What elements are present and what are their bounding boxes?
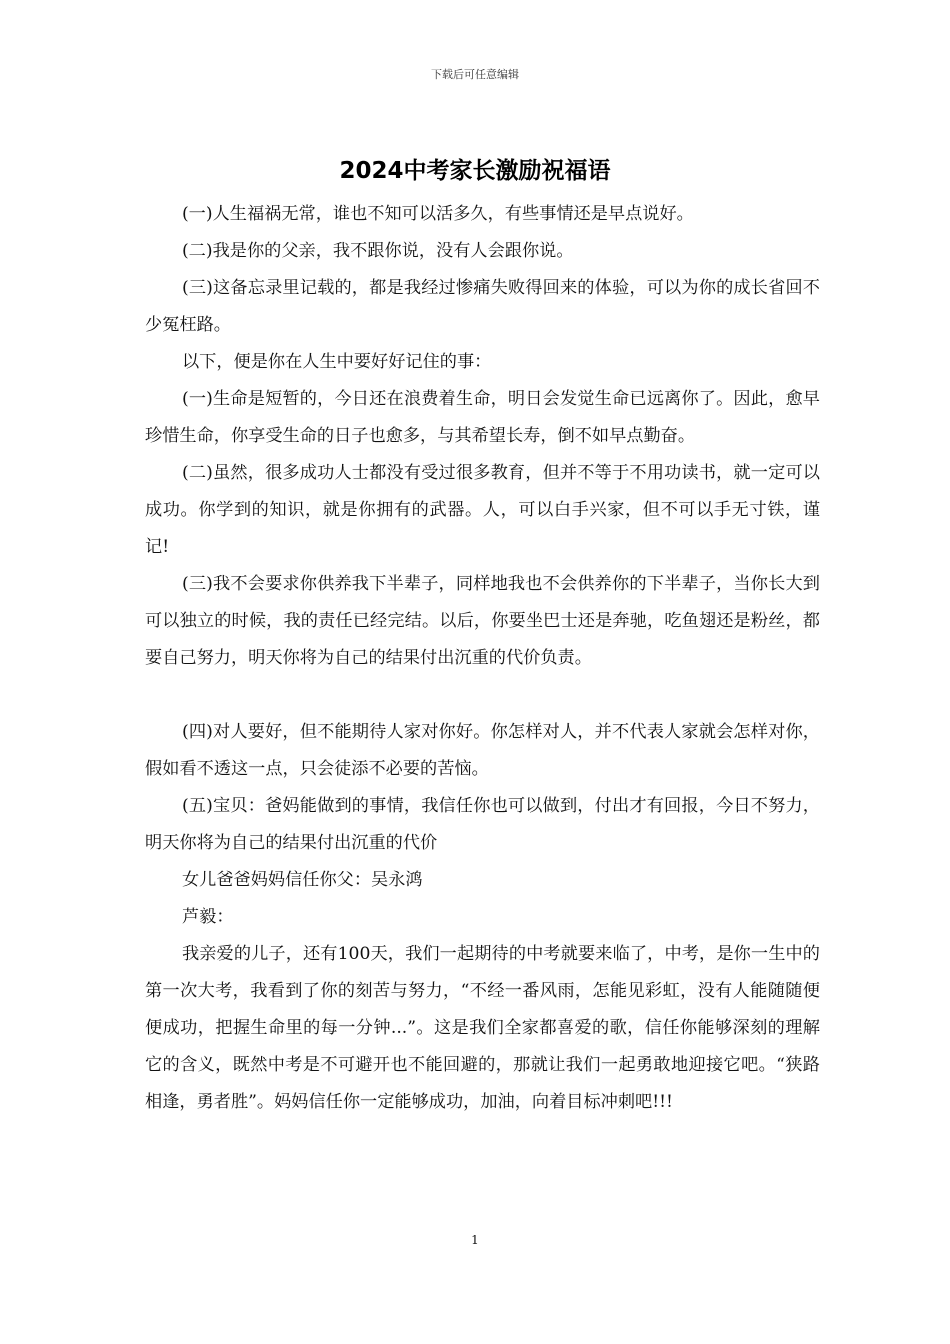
salutation: 芦毅： — [181, 907, 234, 927]
paragraph-spacer — [145, 677, 820, 714]
paragraph: (二)虽然，很多成功人士都没有受过很多教育，但并不等于不用功读书，就一定可以成功。你学到的知识，就是你拥有的武器。人，可以白手兴家，但不可以手无寸铁，谨记! — [145, 463, 820, 557]
paragraph: (三)这备忘录里记载的，都是我经过惨痛失败得回来的体验，可以为你的成长省回不少冤枉路。 — [145, 278, 820, 335]
page-number: 1 — [471, 1233, 479, 1247]
paragraph: (三)我不会要求你供养我下半辈子，同样地我也不会供养你的下半辈子，当你长大到可以独立的时候，我的责任已经完结。以后，你要坐巴士还是奔驰，吃鱼翅还是粉丝，都要自己努力，明天你将为自己的结果付出沉重的代价负责。 — [145, 574, 820, 668]
document-body — [145, 196, 820, 1121]
paragraph: 以下，便是你在人生中要好好记住的事： — [181, 352, 492, 372]
paragraph: (一)生命是短暂的，今日还在浪费着生命，明日会发觉生命已远离你了。因此，愈早珍惜生命，你享受生命的日子也愈多，与其希望长寿，倒不如早点勤奋。 — [145, 389, 820, 446]
page-header-note: 下载后可任意编辑 — [431, 68, 519, 81]
paragraph: (二)我是你的父亲，我不跟你说，没有人会跟你说。 — [181, 241, 574, 261]
signature-line: 女儿爸爸妈妈信任你父：吴永鸿 — [181, 870, 423, 890]
paragraph: 我亲爱的儿子，还有100天，我们一起期待的中考就要来临了，中考，是你一生中的第一次大考，我看到了你的刻苦与努力，“不经一番风雨，怎能见彩虹，没有人能随随便便成功，把握生命里的每一分钟...”。这是我们全家都喜爱的歌，信任你能够深刻的理解它的含义，既然中考是不可避开也不能回避的，那就让我们一起勇敢地迎接它吧。“狭路相逢，勇者胜”。妈妈信任你一定能够成功，加油，向着目标冲刺吧!!! — [145, 944, 820, 1112]
paragraph: (一)人生福祸无常，谁也不知可以活多久，有些事情还是早点说好。 — [181, 204, 694, 224]
paragraph: (四)对人要好，但不能期待人家对你好。你怎样对人，并不代表人家就会怎样对你，假如看不透这一点，只会徒添不必要的苦恼。 — [145, 722, 820, 779]
paragraph: (五)宝贝：爸妈能做到的事情，我信任你也可以做到，付出才有回报，今日不努力，明天你将为自己的结果付出沉重的代价 — [145, 796, 820, 853]
document-title: 2024中考家长激励祝福语 — [339, 158, 611, 184]
